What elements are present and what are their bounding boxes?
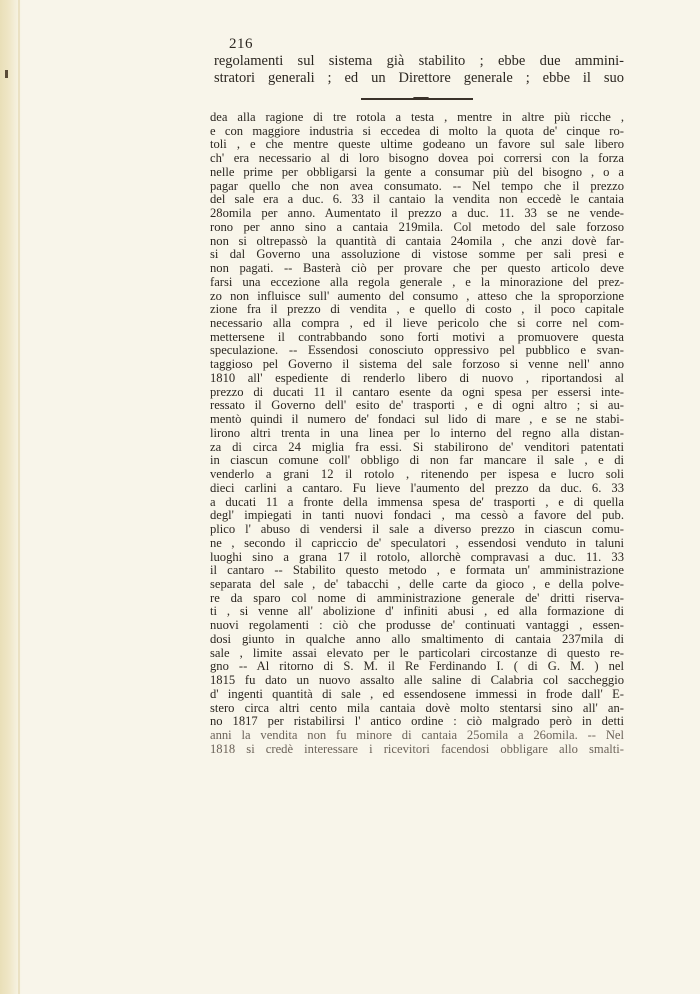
body-line: dosi giunto in qualche anno allo smaltimento di cantaia 237mila di [210, 631, 624, 646]
body-line: 1815 fu dato un nuovo assalto alle saline di Calabria col saccheggio [210, 673, 624, 688]
body-line: toli , e che mentre queste ultime godeano un favore sul sale libero [210, 137, 624, 152]
body-line: farsi una eccezione alla regola generale , e la minorazione del prez- [210, 274, 624, 289]
body-line: non si oltrepassò la quantità di cantaia 24omila , che anzi dovè far- [210, 233, 624, 248]
section-divider [361, 98, 473, 100]
margin-mark [5, 70, 8, 78]
body-line: d' ingenti quantità di sale , ed essendosene immessi in frode dall' E- [210, 686, 624, 701]
body-line: gno -- Al ritorno di S. M. il Re Ferdinando I. ( di G. M. ) nel [210, 659, 624, 674]
body-line: dea alla ragione di tre rotola a testa , mentre in altre più ricche , [210, 110, 624, 124]
header-line: regolamenti sul sistema già stabilito ; ebbe due ammini- [214, 53, 624, 69]
body-line: taggioso pel Governo il sistema del sale forzoso si venne nell' anno [210, 357, 624, 372]
body-line: lirono altri trenta in una linea per lo interno del regno alla distan- [210, 425, 624, 440]
body-line: il cantaro -- Stabilito questo metodo , e formata un' amministrazione [210, 563, 624, 578]
body-line: ti , si venne all' abolizione d' infiniti abusi , ed alla formazione di [210, 604, 624, 619]
body-line: prezzo di ducati 11 il cantaro esente da ogni spesa per essersi inte- [210, 384, 624, 399]
body-line: degl' impiegati in tanti nuovi fondaci , ma cessò a favore del pub. [210, 508, 624, 523]
header-text [214, 53, 624, 86]
body-line: non pagati. -- Basterà ciò per provare che per questo articolo deve [210, 261, 624, 276]
body-line: del sale era a duc. 6. 33 il cantaio la vendita non eccedè le cantaia [210, 192, 624, 207]
page-number: 216 [229, 36, 253, 52]
body-line: e con maggiore industria si eccedea di molto la quota de' cinque ro- [210, 123, 624, 138]
body-line: venderlo a grani 12 il rotolo , ritenendo per ispesa e lucro soli [210, 467, 624, 482]
header-line: stratori generali ; ed un Direttore generale ; ebbe il suo [214, 69, 624, 86]
body-line: dieci carlini a cantaro. Fu lieve l'aumento del prezzo da duc. 6. 33 [210, 480, 624, 495]
body-line: zione fra il prezzo di vendita , e quello di costo , il poco capitale [210, 302, 624, 317]
body-line: mentò quindi il numero de' fondaci sul lido di mare , e se ne stabi- [210, 412, 624, 427]
body-line: necessario alla compra , ed il lieve pericolo che si corre nel com- [210, 316, 624, 331]
body-line: no 1817 per ristabilirsi l' antico ordine : ciò malgrado però in detti [210, 714, 624, 729]
body-line: a ducati 11 a fronte della immensa spesa de' trasporti , e di quella [210, 494, 624, 509]
body-line: anni la vendita non fu minore di cantaia 25omila a 26omila. -- Nel [210, 728, 624, 743]
body-line: nuovi regolamenti : ciò che produsse de' continuati vantaggi , essen- [210, 618, 624, 633]
body-text [210, 111, 624, 757]
body-line: re da sparo col nome di amministrazione generale de' dritti riserva- [210, 590, 624, 605]
page-fold-line [18, 0, 20, 994]
body-line: in ciascun comune coll' obbligo di non far mancare il sale , e di [210, 453, 624, 468]
body-line: plico l' abuso di vendersi il sale a diverso prezzo in ciascun comu- [210, 522, 624, 537]
body-line: ch' era necessario al di loro bisogno dovea poi corrersi con la forza [210, 151, 624, 166]
body-line: mettersene il contrabbando sono forti motivi a promuovere questa [210, 329, 624, 344]
body-line: luoghi sino a grana 17 il rotolo, allorchè compravasi a duc. 11. 33 [210, 549, 624, 564]
body-line: sale , limite assai elevato per le particolari circostanze di questo re- [210, 645, 624, 660]
body-line: stero circa altri cento mila cantaia dovè molto stentarsi sino all' an- [210, 700, 624, 715]
body-line: ressato il Governo dell' esito de' trasporti , e di ogni altro ; si au- [210, 398, 624, 413]
body-line: rono per anno sino a cantaia 219mila. Col metodo del sale forzoso [210, 219, 624, 234]
body-line: speculazione. -- Essendosi conosciuto oppressivo pel pubblico e svan- [210, 343, 624, 358]
body-line: 1810 all' espediente di renderlo libero di nuovo , riportandosi al [210, 370, 624, 385]
body-line: 28omila per anno. Aumentato il prezzo a duc. 11. 33 se ne vende- [210, 206, 624, 221]
body-line: pagar quello che non avea consumato. -- Nel tempo che il prezzo [210, 178, 624, 193]
body-line: nelle prime per obbligarsi la gente a consumar più del bisogno , o a [210, 164, 624, 179]
body-line: si dal Governo una assoluzione di vistose somme per sali presi e [210, 247, 624, 262]
body-line: ne , secondo il capriccio de' speculatori , essendosi venduto in taluni [210, 535, 624, 550]
body-line: 1818 si credè interessare i ricevitori facendosi obbligare allo smalti- [210, 741, 624, 756]
body-line: zo non influisce sull' aumento del consumo , atteso che la sproporzione [210, 288, 624, 303]
body-line: separata del sale , de' tabacchi , delle carte da gioco , e della polve- [210, 576, 624, 591]
body-line: za di circa 24 miglia fra essi. Si stabilirono de' venditori patentati [210, 439, 624, 454]
